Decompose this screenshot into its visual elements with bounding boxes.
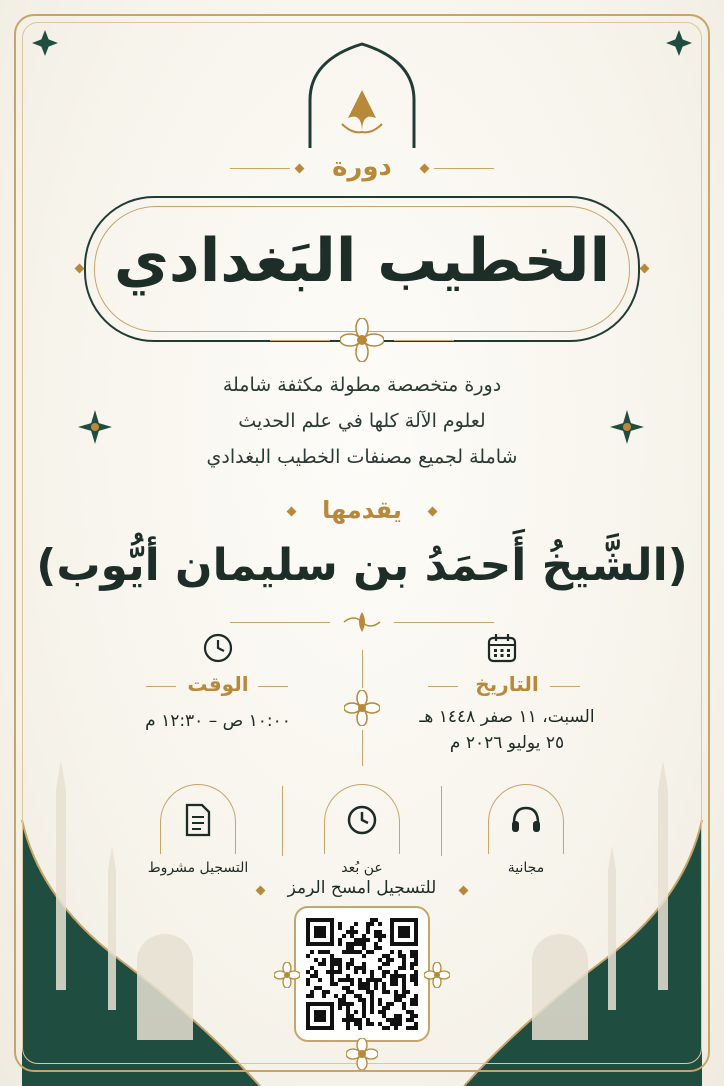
description-line-1: دورة متخصصة مطولة مكثفة شاملة: [222, 374, 502, 396]
presenter-name: (الشَّيخُ أَحمَدُ بن سليمان أيُّوب): [36, 540, 688, 591]
feature-remote: [302, 784, 422, 876]
feature-conditional-registration: [138, 784, 258, 876]
time-heading: الوقت: [187, 672, 249, 696]
date-gregorian: ٢٥ يوليو ٢٠٢٦ م: [449, 733, 565, 753]
main-title: الخطيب البَغدادي: [113, 226, 611, 296]
corner-ornament-icon: [30, 28, 60, 58]
side-ornament-icon: [78, 410, 112, 444]
flower-ornament-icon: [424, 962, 450, 988]
date-hijri: السبت، ١١ صفر ١٤٤٨ هـ: [419, 707, 595, 727]
document-icon: [183, 803, 213, 837]
qr-code-image: [306, 918, 418, 1030]
divider-ornament-icon: [340, 610, 384, 634]
presenter-label: يقدمها: [322, 496, 402, 524]
side-ornament-icon: [610, 410, 644, 444]
description-line-3: شاملة لجميع مصنفات الخطيب البغدادي: [206, 446, 518, 468]
time-value: ١٠:٠٠ ص – ١٢:٣٠ م: [145, 711, 291, 731]
scan-label: للتسجيل امسح الرمز: [287, 878, 437, 898]
flower-ornament-icon: [340, 318, 384, 362]
flower-ornament-icon: [346, 1038, 378, 1070]
feature-label: التسجيل مشروط: [147, 860, 249, 876]
calendar-icon: [486, 632, 518, 664]
headphones-icon: [509, 803, 543, 837]
description-line-2: لعلوم الآلة كلها في علم الحديث: [238, 410, 486, 432]
qr-code[interactable]: [294, 906, 430, 1042]
flower-ornament-icon: [274, 962, 300, 988]
feature-label: عن بُعد: [341, 860, 383, 876]
feature-label: مجانية: [507, 860, 545, 876]
clock-icon: [202, 632, 234, 664]
date-heading: التاريخ: [475, 672, 539, 696]
corner-ornament-icon: [664, 28, 694, 58]
top-arch-ornament: [302, 40, 422, 150]
flower-ornament-icon: [344, 690, 380, 726]
feature-free: [466, 784, 586, 876]
clock-icon: [345, 803, 379, 837]
course-label: دورة: [332, 152, 392, 182]
